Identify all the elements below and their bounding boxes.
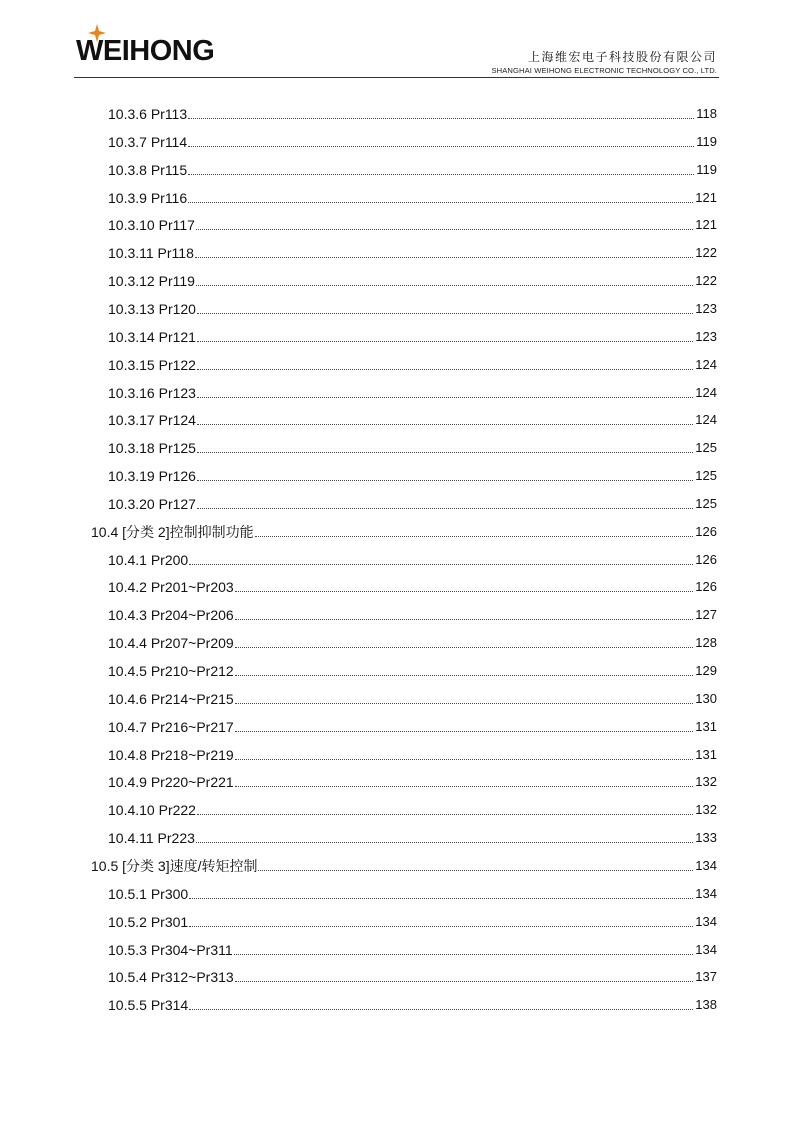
toc-entry-title: 10.4.6 Pr214~Pr215 [108,690,234,707]
toc-leader-dots [235,731,694,732]
toc-leader-dots [235,675,694,676]
toc-entry[interactable] [108,939,717,959]
toc-entry[interactable] [108,799,717,819]
toc-entry-title: 10.4.2 Pr201~Pr203 [108,579,234,596]
toc-entry-title: 10.4.9 Pr220~Pr221 [108,774,234,791]
toc-leader-dots [197,814,693,815]
toc-section-entry[interactable] [91,855,717,875]
toc-leader-dots [197,480,693,481]
toc-page-number: 127 [695,607,717,623]
toc-leader-dots [196,842,693,843]
toc-page-number: 124 [695,412,717,428]
toc-page-number: 125 [695,468,717,484]
toc-entry-title: 10.3.6 Pr113 [108,106,188,122]
toc-entry[interactable] [108,187,717,207]
toc-entry[interactable] [108,131,717,151]
toc-entry[interactable] [108,437,717,457]
toc-entry[interactable] [108,493,717,513]
toc-entry-title: 10.4.1 Pr200 [108,551,189,568]
toc-entry[interactable] [108,744,717,764]
toc-entry[interactable] [108,326,717,346]
toc-page-number: 134 [695,941,717,957]
toc-entry-title: 10.4.10 Pr222 [108,802,196,819]
toc-leader-dots [234,954,694,955]
toc-entry[interactable] [108,242,717,262]
toc-leader-dots [188,146,694,147]
toc-entry[interactable] [108,994,717,1014]
toc-leader-dots [188,174,694,175]
toc-entry[interactable] [108,911,717,931]
weihong-logo [74,24,244,68]
toc-page-number: 131 [695,718,717,734]
toc-leader-dots [235,647,694,648]
toc-page-number: 125 [695,495,717,511]
toc-entry[interactable] [108,270,717,290]
toc-entry-title: 10.3.15 Pr122 [108,356,196,373]
toc-leader-dots [196,285,693,286]
toc-entry-title: 10.4.5 Pr210~Pr212 [108,663,234,679]
toc-leader-dots [197,508,693,509]
toc-entry[interactable] [108,827,717,847]
toc-entry-title: 10.5 [分类 3]速度/转矩控制 [91,857,258,874]
toc-entry-title: 10.5.5 Pr314 [108,997,189,1014]
toc-leader-dots [235,981,694,982]
toc-page-number: 126 [695,523,717,539]
toc-entry[interactable] [108,604,717,624]
toc-page-number: 134 [695,913,717,929]
toc-page-number: 125 [695,440,717,456]
toc-entry-title: 10.3.12 Pr119 [108,273,195,290]
toc-leader-dots [189,926,693,927]
toc-entry-title: 10.3.11 Pr118 [108,245,194,262]
toc-entry[interactable] [108,409,717,429]
logo-text: WEIHONG [76,35,215,67]
header-divider [74,77,719,78]
toc-page-number: 123 [695,300,717,316]
toc-entry-title: 10.3.20 Pr127 [108,495,196,512]
toc-leader-dots [258,870,693,871]
toc-entry-title: 10.5.3 Pr304~Pr311 [108,941,233,958]
toc-entry-title: 10.5.2 Pr301 [108,913,189,930]
company-name-en: SHANGHAI WEIHONG ELECTRONIC TECHNOLOGY CO., LTD. [491,66,717,75]
toc-entry-title: 10.3.17 Pr124 [108,412,196,429]
toc-leader-dots [196,229,693,230]
toc-entry[interactable] [108,576,717,596]
toc-entry[interactable] [108,549,717,569]
toc-entry[interactable] [108,632,717,652]
toc-entry[interactable] [108,465,717,485]
toc-entry-title: 10.3.14 Pr121 [108,328,196,345]
toc-leader-dots [235,591,694,592]
toc-entry-title: 10.3.16 Pr123 [108,384,196,401]
toc-entry-title: 10.3.9 Pr116 [108,189,188,206]
toc-entry[interactable] [108,966,717,986]
toc-entry[interactable] [108,883,717,903]
toc-entry-title: 10.4.3 Pr204~Pr206 [108,607,234,624]
toc-page-number: 129 [695,663,717,678]
toc-leader-dots [188,118,694,119]
toc-entry-title: 10.4.8 Pr218~Pr219 [108,746,234,763]
toc-entry-title: 10.3.13 Pr120 [108,300,196,317]
toc-entry-title: 10.3.10 Pr117 [108,217,195,234]
toc-page-number: 132 [695,774,717,790]
toc-entry-title: 10.5.4 Pr312~Pr313 [108,969,234,986]
toc-leader-dots [197,341,693,342]
toc-page-number: 134 [695,885,717,901]
toc-entry[interactable] [108,298,717,318]
page-header [0,0,793,80]
toc-page-number: 118 [696,106,717,121]
toc-entry-title: 10.4 [分类 2]控制抑制功能 [91,523,254,540]
toc-leader-dots [197,313,693,314]
toc-leader-dots [235,786,694,787]
toc-page-number: 126 [695,551,717,567]
toc-leader-dots [255,536,694,537]
toc-entry[interactable] [108,382,717,402]
toc-leader-dots [197,452,693,453]
toc-page-number: 124 [695,384,717,400]
toc-leader-dots [189,1009,693,1010]
toc-entry-title: 10.3.18 Pr125 [108,440,196,457]
toc-entry[interactable] [108,103,717,123]
toc-entry[interactable] [108,214,717,234]
toc-leader-dots [188,202,693,203]
toc-page-number: 119 [696,133,717,149]
toc-entry[interactable] [108,660,717,680]
company-name-cn: 上海维宏电子科技股份有限公司 [527,50,717,64]
toc-entry-title: 10.3.8 Pr115 [108,161,188,178]
toc-entry-title: 10.4.11 Pr223 [108,830,195,847]
toc-entry[interactable] [108,716,717,736]
toc-leader-dots [197,424,693,425]
toc-entry-title: 10.3.7 Pr114 [108,133,188,150]
toc-leader-dots [189,564,693,565]
toc-page-number: 123 [695,328,717,344]
toc-leader-dots [197,397,693,398]
toc-entry-title: 10.3.19 Pr126 [108,468,196,485]
toc-page-number: 133 [695,830,717,846]
toc-page-number: 122 [695,273,717,289]
toc-entry[interactable] [108,771,717,791]
toc-page-number: 137 [695,969,717,985]
toc-page-number: 119 [696,161,717,177]
toc-leader-dots [189,898,693,899]
toc-leader-dots [195,257,693,258]
toc-page-number: 121 [695,189,717,205]
toc-entry[interactable] [108,159,717,179]
toc-leader-dots [235,703,694,704]
toc-entry-title: 10.4.4 Pr207~Pr209 [108,635,234,652]
toc-page-number: 131 [695,746,717,762]
toc-entry[interactable] [108,688,717,708]
toc-entry[interactable] [108,354,717,374]
toc-leader-dots [235,759,694,760]
toc-page-number: 134 [695,857,717,873]
toc-page-number: 138 [695,997,717,1013]
toc-entry-title: 10.5.1 Pr300 [108,885,189,902]
toc-page-number: 121 [695,217,717,233]
toc-entry-title: 10.4.7 Pr216~Pr217 [108,718,234,735]
toc-page-number: 126 [695,579,717,595]
toc-leader-dots [235,619,694,620]
toc-page-number: 132 [695,802,717,818]
toc-page-number: 124 [695,356,717,372]
toc-page-number: 130 [695,690,717,706]
toc-leader-dots [197,369,693,370]
toc-section-entry[interactable] [91,521,717,541]
toc-page-number: 122 [695,245,717,261]
toc-page-number: 128 [695,635,717,651]
